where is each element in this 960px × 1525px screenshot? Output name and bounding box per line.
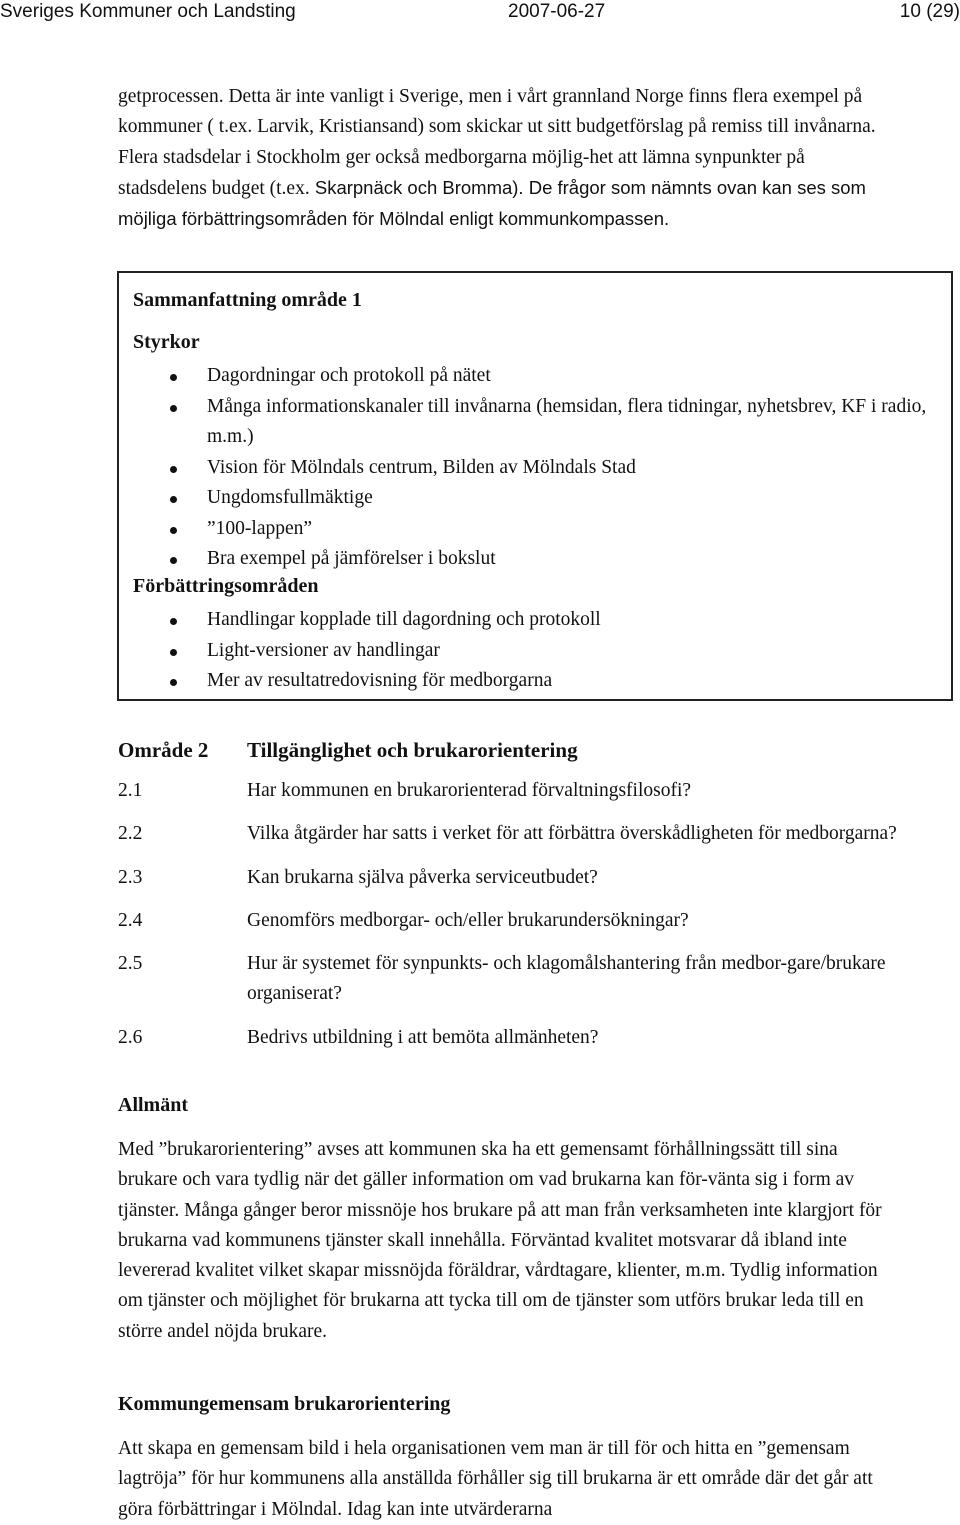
bullet-icon bbox=[170, 679, 177, 686]
summary-box bbox=[117, 271, 953, 701]
general-paragraph: Med ”brukarorientering” avses att kommunen ska ha ett gemensamt förhållningssätt till sina brukare och vara tydlig när det gäller information om vad brukarna kan för-vänta sig i form av tjänster. Många gånger beror missnöje hos brukare på att man från verksamheten inte klargjort för brukarna vad kommunens tjänster skall innehålla. Förväntad kvalitet motsvarar då ibland inte levererad kvalitet vilket skapar missnöjda föräldrar, vårdtagare, klienter, m.m. Tydlig information om tjänster och möjlighet för brukarna att tycka till om de tjänster som utförs brukar leda till en större andel nöjda brukare. bbox=[118, 1139, 882, 1342]
summary-title: Sammanfattning område 1 bbox=[133, 289, 362, 311]
area-heading bbox=[118, 738, 918, 766]
bullet-icon bbox=[170, 649, 177, 656]
list-item: Light-versioner av handlingar bbox=[119, 636, 939, 667]
question-number: 2.4 bbox=[118, 909, 143, 931]
header-page-number: 10 (29) bbox=[899, 1, 960, 22]
question-item bbox=[118, 1023, 908, 1053]
question-text: Har kommunen en brukarorienterad förvaltningsfilosofi? bbox=[247, 780, 692, 801]
question-list bbox=[118, 776, 908, 1066]
question-item bbox=[118, 863, 908, 893]
improvements-heading: Förbättringsområden bbox=[133, 575, 319, 597]
common-paragraph: Att skapa en gemensam bild i hela organisationen vem man är till för och hitta en ”gemensam lagtröja” för hur kommunens alla anställda förhåller sig till brukarna är ett område där det går att göra förbättringar i Mölndal. Idag kan inte utvärderarna bbox=[118, 1438, 873, 1520]
bullet-icon bbox=[170, 374, 177, 381]
common-heading: Kommungemensam brukarorientering bbox=[118, 1393, 451, 1415]
question-item bbox=[118, 949, 908, 1010]
list-item: Mer av resultatredovisning för medborgarna bbox=[119, 666, 939, 697]
area-label: Område 2 bbox=[118, 738, 209, 762]
header-date: 2007-06-27 bbox=[508, 1, 606, 22]
question-number: 2.1 bbox=[118, 780, 143, 801]
list-item: Dagordningar och protokoll på nätet bbox=[119, 361, 939, 392]
question-number: 2.3 bbox=[118, 866, 143, 888]
bullet-icon bbox=[170, 496, 177, 503]
list-item: ”100-lappen” bbox=[119, 514, 939, 545]
bullet-icon bbox=[170, 527, 177, 534]
list-item: Många informationskanaler till invånarna (hemsidan, flera tidningar, nyhetsbrev, KF i radio, m.m.) bbox=[119, 392, 939, 453]
question-number: 2.2 bbox=[118, 823, 143, 845]
intro-text-serif: getprocessen. Detta är inte vanligt i Sverige, men i vårt grannland Norge finns flera exempel på kommuner ( t.ex. Larvik, Kristiansand) som skickar ut sitt budgetförslag på remiss till invånarna. Flera stadsdelar i Stockholm ger också medborgarna möjlig-het att lämna synpunkter på stadsdelens budget (t.ex. bbox=[118, 86, 876, 199]
question-text: Bedrivs utbildning i att bemöta allmänheten? bbox=[247, 1026, 599, 1048]
list-item: Handlingar kopplade till dagordning och protokoll bbox=[119, 605, 939, 636]
intro-paragraph bbox=[118, 82, 888, 235]
question-number: 2.6 bbox=[118, 1026, 143, 1048]
question-text: Kan brukarna själva påverka serviceutbudet? bbox=[247, 866, 598, 888]
list-item: Bra exempel på jämförelser i bokslut bbox=[119, 544, 939, 575]
question-item bbox=[118, 776, 908, 806]
list-item: Vision för Mölndals centrum, Bilden av Mölndals Stad bbox=[119, 453, 939, 484]
strengths-heading: Styrkor bbox=[133, 331, 200, 353]
question-text: Hur är systemet för synpunkts- och klagomålshantering från medbor-gare/brukare organiserat? bbox=[247, 953, 886, 1005]
bullet-icon bbox=[170, 618, 177, 625]
intro-text-sans: Skarpnäck och Bromma). De frågor som nämnts ovan kan ses som möjliga förbättringsområden för Mölndal enligt kommunkompassen. bbox=[118, 176, 866, 230]
general-heading: Allmänt bbox=[118, 1094, 188, 1116]
strengths-list bbox=[119, 361, 939, 575]
improvements-list bbox=[119, 605, 939, 697]
area-title: Tillgänglighet och brukarorientering bbox=[247, 738, 578, 762]
list-item: Ungdomsfullmäktige bbox=[119, 483, 939, 514]
header-organization: Sveriges Kommuner och Landsting bbox=[0, 1, 296, 22]
page-header bbox=[0, 0, 960, 26]
question-item bbox=[118, 819, 908, 849]
question-text: Vilka åtgärder har satts i verket för att förbättra överskådligheten för medborgarna? bbox=[247, 823, 897, 845]
bullet-icon bbox=[170, 557, 177, 564]
question-number: 2.5 bbox=[118, 953, 143, 975]
bullet-icon bbox=[170, 466, 177, 473]
question-item bbox=[118, 906, 908, 936]
bullet-icon bbox=[170, 405, 177, 412]
question-text: Genomförs medborgar- och/eller brukarundersökningar? bbox=[247, 909, 689, 931]
